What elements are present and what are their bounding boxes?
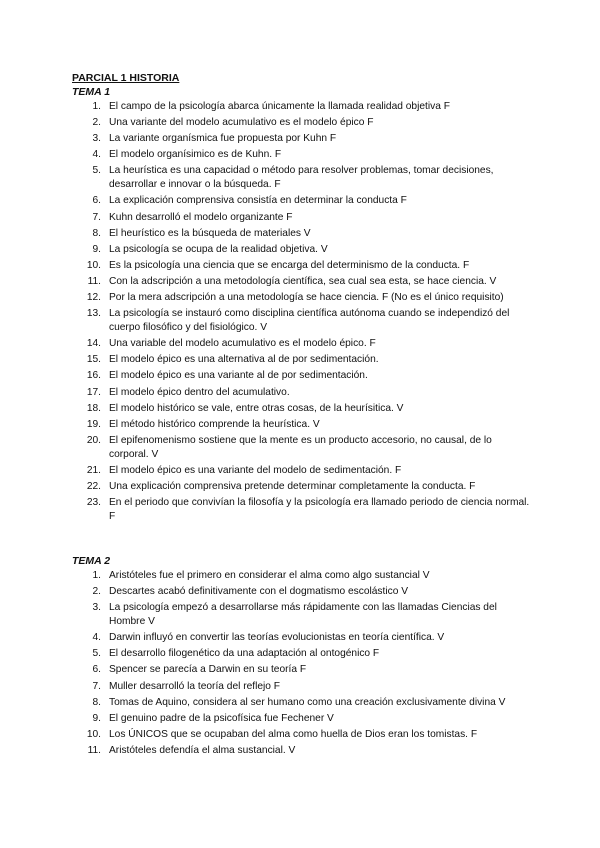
question-item [72,696,532,710]
question-text: Aristóteles fue el primero en considerar el alma como algo sustancial V [109,570,430,581]
document-title: PARCIAL 1 HISTORIA [72,72,180,84]
question-item [72,402,532,416]
question-item [72,243,532,257]
question-text: El modelo épico es una variante al de por sedimentación. [109,370,368,382]
question-item [72,337,532,351]
question-number: 4. [92,632,101,644]
question-number: 19. [86,418,101,430]
section-heading-tema-1: TEMA 1 [72,86,111,98]
question-text: El modelo histórico se vale, entre otras cosas, de la heurísitica. V [109,402,404,414]
question-list-tema-2 [72,569,532,760]
question-item [72,259,532,273]
question-number: 12. [86,292,101,304]
question-number: 20. [86,434,101,446]
question-number: 3. [92,602,101,614]
question-number: 6. [92,195,101,207]
question-item [72,480,532,494]
question-text: Es la psicología una ciencia que se encarga del determinismo de la conducta. F [109,259,470,271]
question-text: El campo de la psicología abarca únicamente la llamada realidad objetiva F [109,101,450,112]
question-text: El desarrollo filogenético da una adaptación al ontogénico F [109,648,380,660]
question-number: 23. [86,497,101,509]
question-text: La psicología se instauró como disciplina científica autónoma cuando se independizó del cuerpo filosófico y del fisiológico. V [109,308,510,334]
question-number: 10. [86,728,101,740]
question-number: 21. [86,464,101,476]
question-number: 7. [92,211,101,223]
question-item [72,291,532,305]
question-text: En el periodo que convivían la filosofía y la psicología era llamado periodo de ciencia normal. F [109,497,530,523]
question-item [72,569,532,583]
question-text: La explicación comprensiva consistía en determinar la conducta F [109,195,407,207]
question-item [72,496,532,524]
question-item [72,712,532,726]
question-item [72,275,532,289]
question-item [72,464,532,478]
question-item [72,211,532,225]
question-text: Los ÚNICOS que se ocupaban del alma como huella de Dios eran los tomistas. F [109,728,478,740]
question-number: 15. [86,354,101,366]
question-item [72,194,532,208]
question-text: Con la adscripción a una metodología científica, sea cual sea esta, se hace ciencia. V [109,275,497,287]
question-text: Muller desarrolló la teoría del reflejo F [109,680,280,692]
question-item [72,663,532,677]
section-heading-tema-2: TEMA 2 [72,555,111,567]
question-number: 11. [87,275,101,287]
question-text: El heurístico es la búsqueda de materiales V [109,227,311,239]
question-item [72,585,532,599]
question-item [72,116,532,130]
question-number: 9. [92,712,101,724]
question-number: 22. [86,480,101,492]
question-item [72,132,532,146]
question-number: 9. [92,243,101,255]
question-number: 5. [92,165,101,177]
question-item [72,100,532,114]
question-item [72,227,532,241]
question-text: Kuhn desarrolló el modelo organizante F [109,211,293,223]
question-text: El modelo organísimico es de Kuhn. F [109,149,282,161]
question-item [72,647,532,661]
question-text: El modelo épico dentro del acumulativo. [109,386,290,398]
question-item [72,680,532,694]
question-number: 8. [92,696,101,708]
question-text: El modelo épico es una alternativa al de por sedimentación. [109,354,379,366]
question-number: 16. [86,370,101,382]
question-text: La heurística es una capacidad o método para resolver problemas, tomar decisiones, desarrollar e innovar o la búsqueda. F [109,165,494,191]
question-item [72,307,532,335]
question-text: Darwin influyó en convertir las teorías evolucionistas en teoría científica. V [109,632,445,644]
question-item [72,434,532,462]
question-text: El modelo épico es una variante del modelo de sedimentación. F [109,464,402,476]
question-number: 1. [92,101,101,112]
question-number: 2. [92,117,101,129]
question-list-tema-1 [72,100,532,526]
question-text: El genuino padre de la psicofísica fue Fechener V [109,712,334,724]
question-number: 10. [86,259,101,271]
question-number: 11. [87,744,101,756]
question-text: Spencer se parecía a Darwin en su teoría F [109,664,307,676]
question-text: Una variante del modelo acumulativo es el modelo épico F [109,117,374,129]
question-text: La variante organísmica fue propuesta por Kuhn F [109,133,337,145]
question-number: 1. [92,570,101,581]
question-number: 3. [92,133,101,145]
question-item [72,418,532,432]
question-text: La psicología empezó a desarrollarse más rápidamente con las llamadas Ciencias del Hombre V [109,602,497,628]
question-number: 14. [86,338,101,350]
question-number: 2. [92,586,101,598]
question-number: 18. [86,402,101,414]
question-text: Descartes acabó definitivamente con el dogmatismo escolástico V [109,586,408,598]
question-number: 4. [92,149,101,161]
question-item [72,728,532,742]
question-number: 6. [92,664,101,676]
question-number: 8. [92,227,101,239]
question-text: Por la mera adscripción a una metodología se hace ciencia. F (No es el único requisito) [109,292,504,304]
question-text: La psicología se ocupa de la realidad objetiva. V [109,243,328,255]
question-number: 17. [86,386,101,398]
question-item [72,631,532,645]
question-number: 7. [92,680,101,692]
question-text: Tomas de Aquino, considera al ser humano como una creación exclusivamente divina V [109,696,506,708]
question-item [72,744,532,758]
question-text: El epifenomenismo sostiene que la mente es un producto accesorio, no causal, de lo corporal. V [109,434,492,460]
question-number: 13. [86,308,101,320]
question-item [72,386,532,400]
question-text: El método histórico comprende la heurística. V [109,418,320,430]
question-text: Aristóteles defendía el alma sustancial. V [109,744,296,756]
question-item [72,353,532,367]
question-item [72,369,532,383]
question-item [72,164,532,192]
question-item [72,601,532,629]
question-text: Una variable del modelo acumulativo es el modelo épico. F [109,338,376,350]
question-text: Una explicación comprensiva pretende determinar completamente la conducta. F [109,480,476,492]
question-number: 5. [92,648,101,660]
question-item [72,148,532,162]
